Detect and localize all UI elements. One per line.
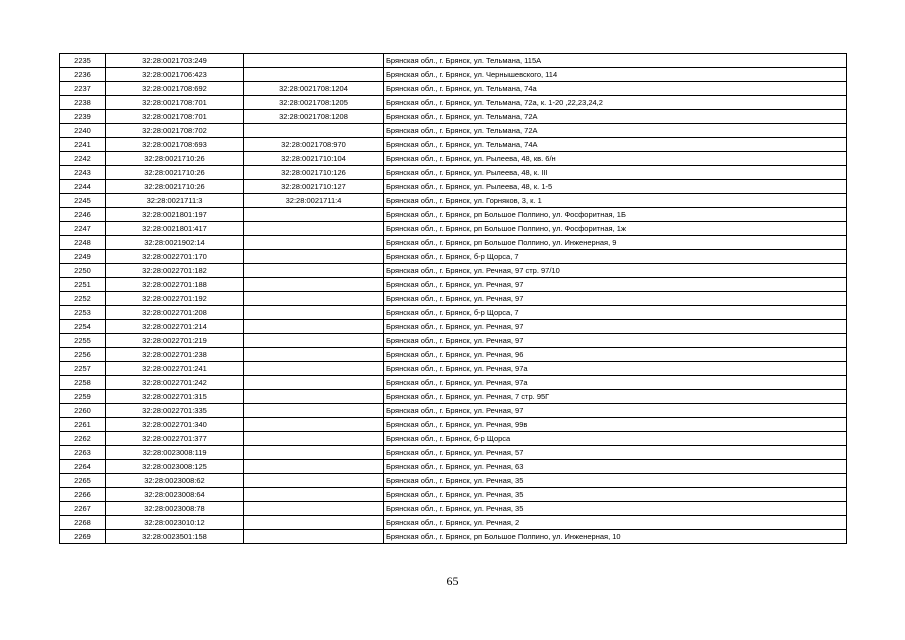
related-cadastral-number-cell	[244, 320, 384, 334]
related-cadastral-number-cell	[244, 376, 384, 390]
table-row	[60, 306, 847, 320]
cadastral-number-cell: 32:28:0021801:197	[106, 208, 244, 222]
row-number-cell: 2239	[60, 110, 106, 124]
related-cadastral-number-cell	[244, 418, 384, 432]
table-row	[60, 82, 847, 96]
cadastral-number-cell: 32:28:0023008:119	[106, 446, 244, 460]
address-cell: Брянская обл., г. Брянск, ул. Речная, 96	[384, 348, 847, 362]
related-cadastral-number-cell: 32:28:0021710:127	[244, 180, 384, 194]
cadastral-number-cell: 32:28:0021708:701	[106, 96, 244, 110]
cadastral-number-cell: 32:28:0021710:26	[106, 166, 244, 180]
row-number-cell: 2268	[60, 516, 106, 530]
table-row	[60, 334, 847, 348]
address-cell: Брянская обл., г. Брянск, рп Большое Полпино, ул. Фосфоритная, 1Б	[384, 208, 847, 222]
table-row	[60, 180, 847, 194]
address-cell: Брянская обл., г. Брянск, ул. Речная, 97	[384, 404, 847, 418]
cadastral-number-cell: 32:28:0023008:78	[106, 502, 244, 516]
related-cadastral-number-cell	[244, 124, 384, 138]
address-cell: Брянская обл., г. Брянск, ул. Тельмана, 115А	[384, 54, 847, 68]
cadastral-number-cell: 32:28:0021708:693	[106, 138, 244, 152]
row-number-cell: 2257	[60, 362, 106, 376]
row-number-cell: 2237	[60, 82, 106, 96]
cadastral-number-cell: 32:28:0021902:14	[106, 236, 244, 250]
table-row	[60, 250, 847, 264]
cadastral-number-cell: 32:28:0022701:170	[106, 250, 244, 264]
address-cell: Брянская обл., г. Брянск, ул. Речная, 97	[384, 334, 847, 348]
address-cell: Брянская обл., г. Брянск, ул. Рылеева, 48, кв. 6/н	[384, 152, 847, 166]
related-cadastral-number-cell	[244, 446, 384, 460]
row-number-cell: 2250	[60, 264, 106, 278]
cadastral-number-cell: 32:28:0022701:335	[106, 404, 244, 418]
table-row	[60, 348, 847, 362]
row-number-cell: 2265	[60, 474, 106, 488]
address-cell: Брянская обл., г. Брянск, ул. Горняков, 3, к. 1	[384, 194, 847, 208]
related-cadastral-number-cell	[244, 502, 384, 516]
address-cell: Брянская обл., г. Брянск, ул. Чернышевского, 114	[384, 68, 847, 82]
cadastral-number-cell: 32:28:0023008:125	[106, 460, 244, 474]
related-cadastral-number-cell: 32:28:0021710:104	[244, 152, 384, 166]
address-cell: Брянская обл., г. Брянск, б-р Щорса, 7	[384, 250, 847, 264]
related-cadastral-number-cell	[244, 54, 384, 68]
table-row	[60, 194, 847, 208]
row-number-cell: 2243	[60, 166, 106, 180]
related-cadastral-number-cell: 32:28:0021708:1205	[244, 96, 384, 110]
address-cell: Брянская обл., г. Брянск, б-р Щорса, 7	[384, 306, 847, 320]
row-number-cell: 2242	[60, 152, 106, 166]
related-cadastral-number-cell: 32:28:0021710:126	[244, 166, 384, 180]
row-number-cell: 2260	[60, 404, 106, 418]
row-number-cell: 2249	[60, 250, 106, 264]
row-number-cell: 2238	[60, 96, 106, 110]
related-cadastral-number-cell	[244, 222, 384, 236]
table-row	[60, 418, 847, 432]
cadastral-number-cell: 32:28:0021708:702	[106, 124, 244, 138]
row-number-cell: 2247	[60, 222, 106, 236]
table-row	[60, 292, 847, 306]
related-cadastral-number-cell	[244, 516, 384, 530]
related-cadastral-number-cell	[244, 334, 384, 348]
table-row	[60, 124, 847, 138]
cadastral-number-cell: 32:28:0023010:12	[106, 516, 244, 530]
row-number-cell: 2266	[60, 488, 106, 502]
address-cell: Брянская обл., г. Брянск, ул. Тельмана, 72А	[384, 124, 847, 138]
table-row	[60, 432, 847, 446]
address-cell: Брянская обл., г. Брянск, ул. Рылеева, 48, к. 1-5	[384, 180, 847, 194]
address-cell: Брянская обл., г. Брянск, ул. Речная, 35	[384, 502, 847, 516]
page-number: 65	[446, 574, 459, 588]
related-cadastral-number-cell	[244, 208, 384, 222]
related-cadastral-number-cell	[244, 488, 384, 502]
cadastral-number-cell: 32:28:0022701:242	[106, 376, 244, 390]
related-cadastral-number-cell: 32:28:0021708:1204	[244, 82, 384, 96]
table-row	[60, 390, 847, 404]
address-cell: Брянская обл., г. Брянск, ул. Тельмана, 74А	[384, 138, 847, 152]
table-row	[60, 502, 847, 516]
related-cadastral-number-cell	[244, 474, 384, 488]
related-cadastral-number-cell	[244, 292, 384, 306]
cadastral-number-cell: 32:28:0022701:238	[106, 348, 244, 362]
table-row	[60, 236, 847, 250]
cadastral-number-cell: 32:28:0022701:340	[106, 418, 244, 432]
related-cadastral-number-cell	[244, 278, 384, 292]
row-number-cell: 2253	[60, 306, 106, 320]
address-cell: Брянская обл., г. Брянск, ул. Тельмана, 74а	[384, 82, 847, 96]
row-number-cell: 2244	[60, 180, 106, 194]
cadastral-number-cell: 32:28:0023008:62	[106, 474, 244, 488]
cadastral-number-cell: 32:28:0022701:241	[106, 362, 244, 376]
address-cell: Брянская обл., г. Брянск, ул. Речная, 35	[384, 488, 847, 502]
related-cadastral-number-cell: 32:28:0021711:4	[244, 194, 384, 208]
cadastral-number-cell: 32:28:0023501:158	[106, 530, 244, 544]
table-row	[60, 278, 847, 292]
related-cadastral-number-cell	[244, 250, 384, 264]
table-row	[60, 460, 847, 474]
cadastral-number-cell: 32:28:0022701:214	[106, 320, 244, 334]
cadastral-number-cell: 32:28:0023008:64	[106, 488, 244, 502]
related-cadastral-number-cell	[244, 68, 384, 82]
cadastral-number-cell: 32:28:0022701:377	[106, 432, 244, 446]
row-number-cell: 2261	[60, 418, 106, 432]
row-number-cell: 2269	[60, 530, 106, 544]
table-row	[60, 488, 847, 502]
address-cell: Брянская обл., г. Брянск, ул. Речная, 2	[384, 516, 847, 530]
address-cell: Брянская обл., г. Брянск, ул. Рылеева, 48, к. III	[384, 166, 847, 180]
cadastral-number-cell: 32:28:0022701:192	[106, 292, 244, 306]
cadastral-number-cell: 32:28:0021710:26	[106, 180, 244, 194]
row-number-cell: 2248	[60, 236, 106, 250]
address-cell: Брянская обл., г. Брянск, ул. Речная, 7 стр. 95Г	[384, 390, 847, 404]
related-cadastral-number-cell	[244, 348, 384, 362]
related-cadastral-number-cell: 32:28:0021708:1208	[244, 110, 384, 124]
related-cadastral-number-cell	[244, 530, 384, 544]
address-cell: Брянская обл., г. Брянск, рп Большое Полпино, ул. Фосфоритная, 1ж	[384, 222, 847, 236]
cadastral-number-cell: 32:28:0021708:692	[106, 82, 244, 96]
table-row	[60, 404, 847, 418]
related-cadastral-number-cell	[244, 390, 384, 404]
table-row	[60, 54, 847, 68]
table-row	[60, 166, 847, 180]
address-cell: Брянская обл., г. Брянск, ул. Речная, 63	[384, 460, 847, 474]
table-row	[60, 446, 847, 460]
row-number-cell: 2263	[60, 446, 106, 460]
table-row	[60, 516, 847, 530]
row-number-cell: 2264	[60, 460, 106, 474]
related-cadastral-number-cell	[244, 404, 384, 418]
table-row	[60, 152, 847, 166]
table-row	[60, 474, 847, 488]
table-row	[60, 208, 847, 222]
row-number-cell: 2240	[60, 124, 106, 138]
cadastral-number-cell: 32:28:0022701:219	[106, 334, 244, 348]
row-number-cell: 2235	[60, 54, 106, 68]
related-cadastral-number-cell	[244, 306, 384, 320]
address-cell: Брянская обл., г. Брянск, б-р Щорса	[384, 432, 847, 446]
address-cell: Брянская обл., г. Брянск, ул. Речная, 97а	[384, 376, 847, 390]
address-cell: Брянская обл., г. Брянск, ул. Речная, 35	[384, 474, 847, 488]
table-row	[60, 96, 847, 110]
row-number-cell: 2254	[60, 320, 106, 334]
table-row	[60, 110, 847, 124]
related-cadastral-number-cell	[244, 460, 384, 474]
row-number-cell: 2246	[60, 208, 106, 222]
address-cell: Брянская обл., г. Брянск, ул. Речная, 99в	[384, 418, 847, 432]
cadastral-number-cell: 32:28:0022701:315	[106, 390, 244, 404]
address-cell: Брянская обл., г. Брянск, ул. Речная, 97	[384, 278, 847, 292]
property-registry-table	[59, 53, 847, 544]
address-cell: Брянская обл., г. Брянск, ул. Тельмана, 72а, к. 1-20 ,22,23,24,2	[384, 96, 847, 110]
table-row	[60, 222, 847, 236]
row-number-cell: 2258	[60, 376, 106, 390]
table-row	[60, 138, 847, 152]
related-cadastral-number-cell	[244, 362, 384, 376]
cadastral-number-cell: 32:28:0022701:182	[106, 264, 244, 278]
row-number-cell: 2259	[60, 390, 106, 404]
row-number-cell: 2252	[60, 292, 106, 306]
cadastral-number-cell: 32:28:0021711:3	[106, 194, 244, 208]
row-number-cell: 2256	[60, 348, 106, 362]
row-number-cell: 2245	[60, 194, 106, 208]
row-number-cell: 2267	[60, 502, 106, 516]
cadastral-number-cell: 32:28:0021703:249	[106, 54, 244, 68]
table-row	[60, 320, 847, 334]
related-cadastral-number-cell	[244, 236, 384, 250]
cadastral-number-cell: 32:28:0021801:417	[106, 222, 244, 236]
table-row	[60, 376, 847, 390]
row-number-cell: 2255	[60, 334, 106, 348]
related-cadastral-number-cell: 32:28:0021708:970	[244, 138, 384, 152]
row-number-cell: 2236	[60, 68, 106, 82]
address-cell: Брянская обл., г. Брянск, ул. Тельмана, 72А	[384, 110, 847, 124]
address-cell: Брянская обл., г. Брянск, рп Большое Полпино, ул. Инженерная, 10	[384, 530, 847, 544]
related-cadastral-number-cell	[244, 432, 384, 446]
table-row	[60, 362, 847, 376]
table-row	[60, 530, 847, 544]
address-cell: Брянская обл., г. Брянск, ул. Речная, 97	[384, 320, 847, 334]
row-number-cell: 2241	[60, 138, 106, 152]
cadastral-number-cell: 32:28:0021706:423	[106, 68, 244, 82]
address-cell: Брянская обл., г. Брянск, ул. Речная, 97	[384, 292, 847, 306]
address-cell: Брянская обл., г. Брянск, рп Большое Полпино, ул. Инженерная, 9	[384, 236, 847, 250]
cadastral-number-cell: 32:28:0021708:701	[106, 110, 244, 124]
address-cell: Брянская обл., г. Брянск, ул. Речная, 97 стр. 97/10	[384, 264, 847, 278]
cadastral-number-cell: 32:28:0022701:208	[106, 306, 244, 320]
table-row	[60, 264, 847, 278]
related-cadastral-number-cell	[244, 264, 384, 278]
table-body	[60, 54, 847, 544]
cadastral-number-cell: 32:28:0022701:188	[106, 278, 244, 292]
row-number-cell: 2251	[60, 278, 106, 292]
row-number-cell: 2262	[60, 432, 106, 446]
cadastral-number-cell: 32:28:0021710:26	[106, 152, 244, 166]
address-cell: Брянская обл., г. Брянск, ул. Речная, 97а	[384, 362, 847, 376]
address-cell: Брянская обл., г. Брянск, ул. Речная, 57	[384, 446, 847, 460]
table-row	[60, 68, 847, 82]
